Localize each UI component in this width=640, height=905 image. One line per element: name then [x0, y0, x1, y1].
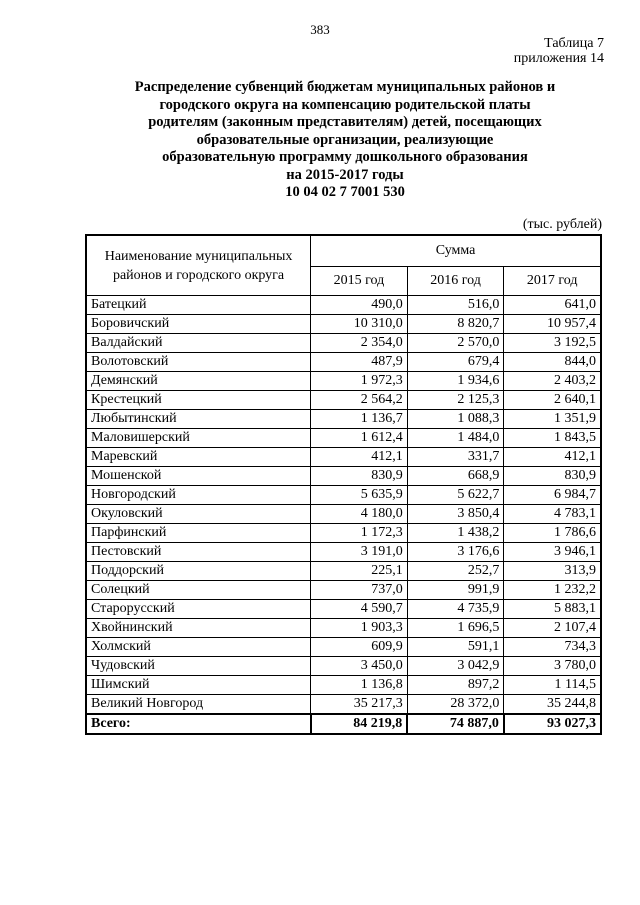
amount-2015: 10 310,0: [311, 315, 408, 334]
amount-2017: 3 192,5: [504, 334, 601, 353]
amount-2016: 991,9: [407, 581, 504, 600]
amount-2016: 331,7: [407, 448, 504, 467]
amount-2016: 1 934,6: [407, 372, 504, 391]
amount-2015: 2 354,0: [311, 334, 408, 353]
table-body: [86, 296, 601, 735]
amount-2015: 1 136,8: [311, 676, 408, 695]
table-row: [86, 657, 601, 676]
annex-appendix-number: приложения 14: [513, 51, 604, 66]
header-year-2016: 2016 год: [407, 267, 504, 296]
amount-2017: 1 114,5: [504, 676, 601, 695]
table-row: [86, 353, 601, 372]
amount-2017: 1 351,9: [504, 410, 601, 429]
table-row: [86, 315, 601, 334]
municipality-name: Маловишерский: [86, 429, 311, 448]
amount-2017: 2 403,2: [504, 372, 601, 391]
title-line: городского округа на компенсацию родительской платы: [159, 96, 531, 113]
title-line: Распределение субвенций бюджетам муниципальных районов и: [134, 79, 556, 95]
amount-2016: 252,7: [407, 562, 504, 581]
amount-2016: 516,0: [407, 296, 504, 315]
amount-2015: 225,1: [311, 562, 408, 581]
amount-2017: 734,3: [504, 638, 601, 657]
table-row: [86, 296, 601, 315]
amount-2016: 1 484,0: [407, 429, 504, 448]
amount-2016: 591,1: [407, 638, 504, 657]
municipality-name: Окуловский: [86, 505, 311, 524]
municipality-name: Парфинский: [86, 524, 311, 543]
amount-2015: 737,0: [311, 581, 408, 600]
amount-2017: 5 883,1: [504, 600, 601, 619]
amount-2017: 2 640,1: [504, 391, 601, 410]
table-row: [86, 600, 601, 619]
amount-2016: 679,4: [407, 353, 504, 372]
amount-2017: 1 786,6: [504, 524, 601, 543]
amount-2017: 3 946,1: [504, 543, 601, 562]
amount-2017: 93 027,3: [504, 714, 601, 734]
table-row: [86, 619, 601, 638]
header-municipality: Наименование муниципальных районов и городского округа: [86, 235, 311, 296]
table-row: [86, 410, 601, 429]
amount-2017: 1 232,2: [504, 581, 601, 600]
subvention-table: [85, 234, 602, 735]
table-annex-label: [514, 36, 604, 66]
amount-2015: 35 217,3: [311, 695, 408, 715]
amount-2016: 1 696,5: [407, 619, 504, 638]
amount-2016: 3 042,9: [407, 657, 504, 676]
amount-2015: 5 635,9: [311, 486, 408, 505]
table-row: [86, 581, 601, 600]
amount-2015: 2 564,2: [311, 391, 408, 410]
municipality-name: Валдайский: [86, 334, 311, 353]
title-line: родителям (законным представителям) детей, посещающих: [148, 114, 542, 130]
amount-2015: 1 903,3: [311, 619, 408, 638]
table-row: [86, 505, 601, 524]
amount-2015: 1 136,7: [311, 410, 408, 429]
municipality-name: Чудовский: [86, 657, 311, 676]
amount-2016: 2 125,3: [407, 391, 504, 410]
table-row: [86, 334, 601, 353]
amount-2017: 844,0: [504, 353, 601, 372]
amount-2016: 4 735,9: [407, 600, 504, 619]
amount-2017: 641,0: [504, 296, 601, 315]
title-line: на 2015-2017 годы: [286, 166, 404, 183]
municipality-name: Боровичский: [86, 315, 311, 334]
municipality-name: Холмский: [86, 638, 311, 657]
municipality-name: Батецкий: [86, 296, 311, 315]
table-row: [86, 429, 601, 448]
total-label: Всего:: [86, 714, 311, 734]
amount-2015: 412,1: [311, 448, 408, 467]
table-row: [86, 524, 601, 543]
table-row: [86, 486, 601, 505]
amount-2016: 897,2: [407, 676, 504, 695]
amount-2017: 3 780,0: [504, 657, 601, 676]
municipality-name: Солецкий: [86, 581, 311, 600]
amount-2016: 668,9: [407, 467, 504, 486]
header-sum: Сумма: [311, 235, 601, 267]
table-row: [86, 448, 601, 467]
municipality-name: Новгородский: [86, 486, 311, 505]
amount-2016: 74 887,0: [407, 714, 504, 734]
amount-2017: 830,9: [504, 467, 601, 486]
title-line: образовательную программу дошкольного образования: [162, 149, 528, 165]
amount-2016: 5 622,7: [407, 486, 504, 505]
amount-2015: 1 172,3: [311, 524, 408, 543]
annex-table-number: Таблица 7: [544, 36, 604, 51]
amount-2015: 490,0: [311, 296, 408, 315]
municipality-name: Демянский: [86, 372, 311, 391]
amount-2017: 4 783,1: [504, 505, 601, 524]
header-year-2017: 2017 год: [504, 267, 601, 296]
amount-2015: 3 450,0: [311, 657, 408, 676]
budget-classification-code: 10 04 02 7 7001 530: [285, 184, 405, 200]
document-title: [80, 79, 610, 202]
title-line: образовательные организации, реализующие: [196, 131, 494, 148]
municipality-name: Шимский: [86, 676, 311, 695]
amount-2016: 3 176,6: [407, 543, 504, 562]
table-row: [86, 467, 601, 486]
amount-2017: 412,1: [504, 448, 601, 467]
amount-2017: 1 843,5: [504, 429, 601, 448]
municipality-name: Любытинский: [86, 410, 311, 429]
municipality-name: Пестовский: [86, 543, 311, 562]
amount-2016: 28 372,0: [407, 695, 504, 715]
table-row: [86, 391, 601, 410]
amount-2015: 609,9: [311, 638, 408, 657]
amount-2016: 2 570,0: [407, 334, 504, 353]
amount-2015: 3 191,0: [311, 543, 408, 562]
table-row: [86, 638, 601, 657]
amount-2017: 10 957,4: [504, 315, 601, 334]
amount-2015: 487,9: [311, 353, 408, 372]
table-row: [86, 562, 601, 581]
amount-2016: 1 088,3: [407, 410, 504, 429]
amount-2015: 4 180,0: [311, 505, 408, 524]
amount-2017: 313,9: [504, 562, 601, 581]
table-row: [86, 676, 601, 695]
units-label: (тыс. рублей): [522, 217, 602, 232]
amount-2015: 830,9: [311, 467, 408, 486]
municipality-name: Старорусский: [86, 600, 311, 619]
header-year-2015: 2015 год: [311, 267, 408, 296]
table-row: [86, 543, 601, 562]
amount-2015: 4 590,7: [311, 600, 408, 619]
municipality-name: Маревский: [86, 448, 311, 467]
municipality-name: Волотовский: [86, 353, 311, 372]
municipality-name: Мошенской: [86, 467, 311, 486]
amount-2016: 3 850,4: [407, 505, 504, 524]
municipality-name: Крестецкий: [86, 391, 311, 410]
amount-2015: 1 972,3: [311, 372, 408, 391]
municipality-name: Хвойнинский: [86, 619, 311, 638]
municipality-name: Поддорский: [86, 562, 311, 581]
amount-2016: 8 820,7: [407, 315, 504, 334]
table-row: [86, 695, 601, 715]
amount-2017: 35 244,8: [504, 695, 601, 715]
total-row: [86, 714, 601, 734]
municipality-name: Великий Новгород: [86, 695, 311, 715]
amount-2017: 2 107,4: [504, 619, 601, 638]
amount-2015: 84 219,8: [311, 714, 408, 734]
amount-2016: 1 438,2: [407, 524, 504, 543]
page-number: 383: [310, 22, 330, 37]
table-row: [86, 372, 601, 391]
amount-2017: 6 984,7: [504, 486, 601, 505]
amount-2015: 1 612,4: [311, 429, 408, 448]
